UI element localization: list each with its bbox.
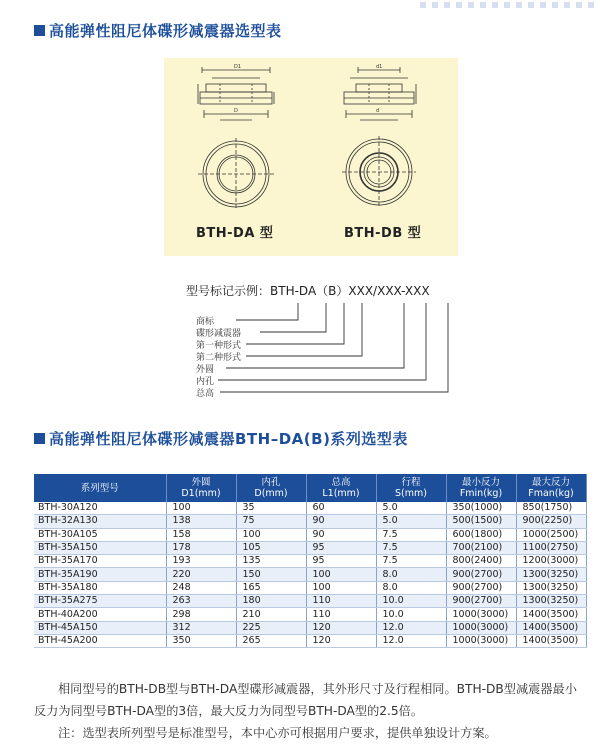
selection-table <box>34 474 587 648</box>
table-cell: 1000(2500) <box>516 528 586 541</box>
table-cell: 1000(3000) <box>446 634 516 647</box>
table-cell: 100 <box>166 502 236 515</box>
header-series-model: 系列型号 <box>34 474 166 502</box>
table-row <box>34 634 586 647</box>
table-cell: 500(1500) <box>446 515 516 528</box>
table-cell: 135 <box>236 555 306 568</box>
table-row <box>34 528 586 541</box>
table-cell: 850(1750) <box>516 502 586 515</box>
table-cell: 900(2700) <box>446 595 516 608</box>
table-cell: 220 <box>166 568 236 581</box>
table-cell: BTH-45A200 <box>34 634 166 647</box>
dim-label-d-da: D <box>234 108 238 114</box>
table-cell: 60 <box>306 502 376 515</box>
table-cell: 210 <box>236 608 306 621</box>
table-cell: 8.0 <box>376 568 446 581</box>
table-cell: BTH-35A150 <box>34 541 166 554</box>
table-cell: 100 <box>306 568 376 581</box>
table-cell: 263 <box>166 595 236 608</box>
table-cell: 138 <box>166 515 236 528</box>
table-header-row <box>34 474 586 502</box>
table-row <box>34 608 586 621</box>
header-outer-diameter: 外圆 D1(mm) <box>166 474 236 502</box>
square-bullet-icon <box>34 433 45 444</box>
description-paragraph: 相同型号的BTH-DB型与BTH-DA型碟形减震器，其外形尺寸及行程相同。BTH-DB型减震器最小反力为同型号BTH-DA型的3倍，最大反力为同型号BTH-DA型的2.5倍。 <box>34 682 577 718</box>
table-row <box>34 595 586 608</box>
table-cell: 350(1000) <box>446 502 516 515</box>
table-cell: 150 <box>236 568 306 581</box>
table-cell: 1400(3500) <box>516 608 586 621</box>
table-cell: 5.0 <box>376 515 446 528</box>
table-cell: 12.0 <box>376 621 446 634</box>
table-row <box>34 581 586 594</box>
table-cell: 5.0 <box>376 502 446 515</box>
table-cell: 90 <box>306 515 376 528</box>
table-cell: 700(2100) <box>446 541 516 554</box>
dim-label-d1-db: d1 <box>376 64 383 70</box>
table-row <box>34 555 586 568</box>
table-row <box>34 502 586 515</box>
table-cell: 75 <box>236 515 306 528</box>
table-cell: 90 <box>306 528 376 541</box>
table-cell: 10.0 <box>376 608 446 621</box>
model-marking-example: 型号标记示例：BTH-DA（B）XXX/XXX-XXX <box>186 284 430 298</box>
table-cell: 1400(3500) <box>516 621 586 634</box>
table-cell: BTH-45A150 <box>34 621 166 634</box>
table-cell: 7.5 <box>376 555 446 568</box>
table-cell: 100 <box>236 528 306 541</box>
table-cell: 1300(3250) <box>516 568 586 581</box>
table-row <box>34 568 586 581</box>
note-paragraph: 注：选型表所列型号是标准型号，本中心亦可根据用户要求，提供单独设计方案。 <box>58 726 497 740</box>
table-cell: 312 <box>166 621 236 634</box>
header-total-height: 总高 L1(mm) <box>306 474 376 502</box>
table-cell: 178 <box>166 541 236 554</box>
dim-label-d-db: d <box>376 108 380 114</box>
table-cell: 12.0 <box>376 634 446 647</box>
legend-trademark: 商标 <box>196 317 215 327</box>
legend-total-height: 总高 <box>196 389 215 399</box>
table-cell: 193 <box>166 555 236 568</box>
table-cell: BTH-30A120 <box>34 502 166 515</box>
table-cell: 1000(3000) <box>446 608 516 621</box>
table-cell: 8.0 <box>376 581 446 594</box>
table-cell: 100 <box>306 581 376 594</box>
legend-inner-hole: 内孔 <box>196 377 215 387</box>
table-cell: 350 <box>166 634 236 647</box>
table-cell: 1300(3250) <box>516 581 586 594</box>
table-cell: 180 <box>236 595 306 608</box>
table-cell: 1400(3500) <box>516 634 586 647</box>
legend-form-two: 第二种形式 <box>196 353 242 363</box>
table-cell: 95 <box>306 555 376 568</box>
table-cell: 800(2400) <box>446 555 516 568</box>
table-cell: BTH-35A275 <box>34 595 166 608</box>
table-cell: BTH-40A200 <box>34 608 166 621</box>
table-cell: 7.5 <box>376 528 446 541</box>
table-cell: 600(1800) <box>446 528 516 541</box>
table-cell: 120 <box>306 621 376 634</box>
table-row <box>34 541 586 554</box>
table-cell: 158 <box>166 528 236 541</box>
table-cell: BTH-35A190 <box>34 568 166 581</box>
table-cell: 35 <box>236 502 306 515</box>
table-cell: 900(2700) <box>446 568 516 581</box>
table-cell: 225 <box>236 621 306 634</box>
table-cell: 265 <box>236 634 306 647</box>
table-cell: BTH-35A170 <box>34 555 166 568</box>
table-cell: 110 <box>306 608 376 621</box>
table-cell: 95 <box>306 541 376 554</box>
section-title-series-table <box>34 428 408 449</box>
da-type-label: BTH-DA 型 <box>196 226 274 241</box>
table-cell: 1000(3000) <box>446 621 516 634</box>
table-row <box>34 621 586 634</box>
table-cell: 10.0 <box>376 595 446 608</box>
header-stroke: 行程 S(mm) <box>376 474 446 502</box>
table-cell: 110 <box>306 595 376 608</box>
section-title-text: 高能弹性阻尼体碟形减震器BTH–DA(B)系列选型表 <box>49 430 408 448</box>
dim-label-d1-da: D1 <box>234 64 242 70</box>
header-max-force: 最大反力 Fman(kg) <box>516 474 586 502</box>
table-cell: 900(2250) <box>516 515 586 528</box>
table-cell: BTH-32A130 <box>34 515 166 528</box>
header-inner-hole: 内孔 D(mm) <box>236 474 306 502</box>
table-cell: 105 <box>236 541 306 554</box>
table-cell: BTH-30A105 <box>34 528 166 541</box>
legend-outer-diameter: 外圆 <box>196 365 215 375</box>
legend-form-one: 第一种形式 <box>196 341 242 351</box>
table-cell: 900(2700) <box>446 581 516 594</box>
section-title-text: 高能弹性阻尼体碟形减震器选型表 <box>49 22 282 40</box>
table-cell: 7.5 <box>376 541 446 554</box>
legend-disc-damper: 碟形减震器 <box>196 329 242 339</box>
table-cell: 1100(2750) <box>516 541 586 554</box>
db-type-label: BTH-DB 型 <box>344 226 422 241</box>
table-row <box>34 515 586 528</box>
table-cell: 248 <box>166 581 236 594</box>
table-cell: 1200(3000) <box>516 555 586 568</box>
table-cell: 165 <box>236 581 306 594</box>
header-min-force: 最小反力 Fmin(kg) <box>446 474 516 502</box>
table-cell: BTH-35A180 <box>34 581 166 594</box>
table-cell: 298 <box>166 608 236 621</box>
table-cell: 120 <box>306 634 376 647</box>
table-cell: 1300(3250) <box>516 595 586 608</box>
